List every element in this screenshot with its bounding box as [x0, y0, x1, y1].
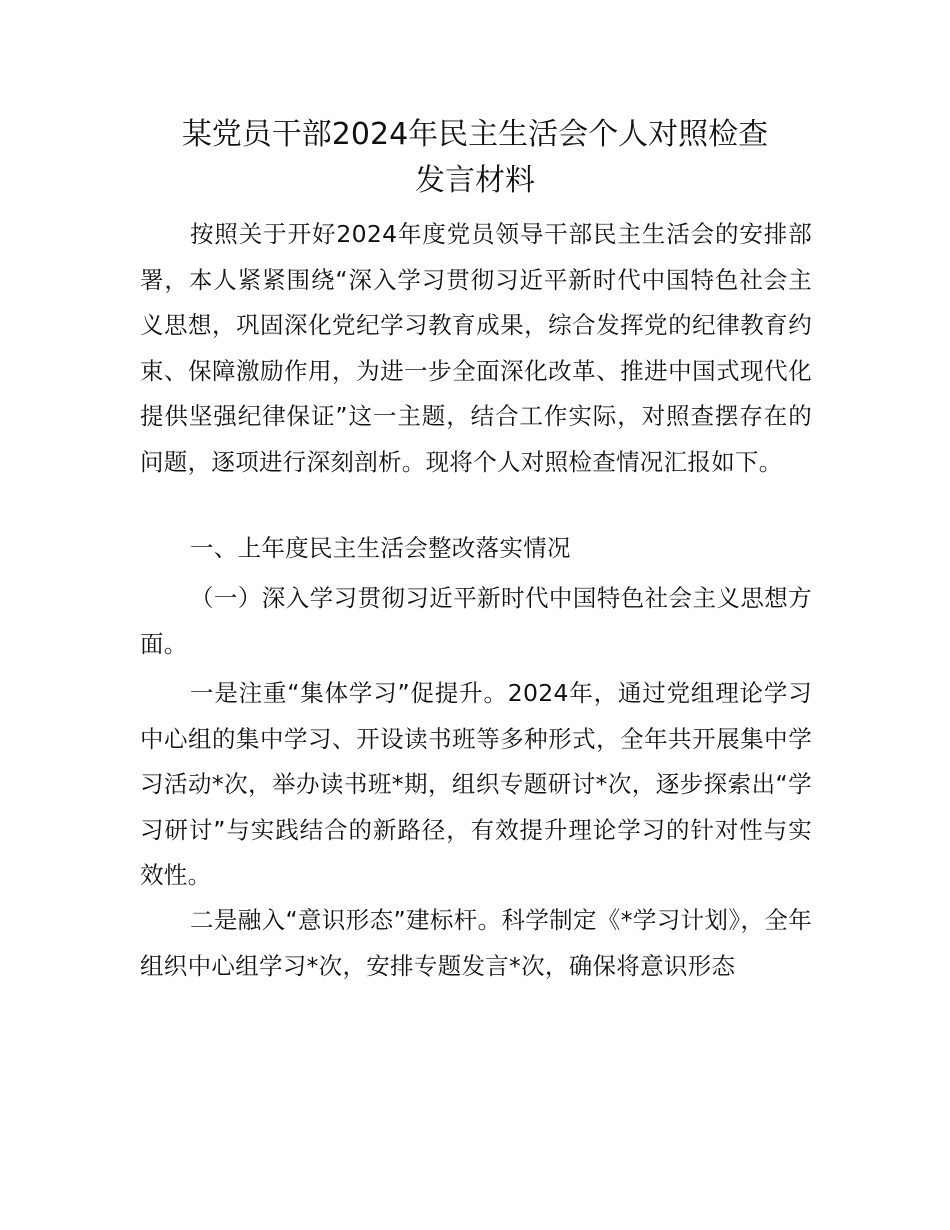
document-title-line-2: 发言材料: [415, 163, 535, 198]
document-title-line-1: 某党员干部2024年民主生活会个人对照检查: [181, 117, 769, 152]
section-heading: 一、上年度民主生活会整改落实情况: [190, 534, 571, 562]
point-one-paragraph: 一是注重“集体学习”促提升。2024年，通过党组理论学习中心组的集中学习、开设读书班等多种形式，全年共开展集中学习活动*次，举办读书班*期，组织专题研讨*次，逐步探索出“学习研讨”与实践结合的新路径，有效提升理论学习的针对性与实效性。: [140, 679, 812, 889]
point-two-paragraph: 二是融入“意识形态”建标杆。科学制定《*学习计划》，全年组织中心组学习*次，安排专题发言*次，确保将意识形态: [140, 906, 812, 980]
intro-paragraph: 按照关于开好2024年度党员领导干部民主生活会的安排部署，本人紧紧围绕“深入学习贯彻习近平新时代中国特色社会主义思想，巩固深化党纪学习教育成果，综合发挥党的纪律教育约束、保障激励作用，为进一步全面深化改革、推进中国式现代化提供坚强纪律保证”这一主题，结合工作实际，对照查摆存在的问题，逐项进行深刻剖析。现将个人对照检查情况汇报如下。: [140, 220, 812, 476]
subsection-heading: （一）深入学习贯彻习近平新时代中国特色社会主义思想方面。: [140, 584, 812, 658]
